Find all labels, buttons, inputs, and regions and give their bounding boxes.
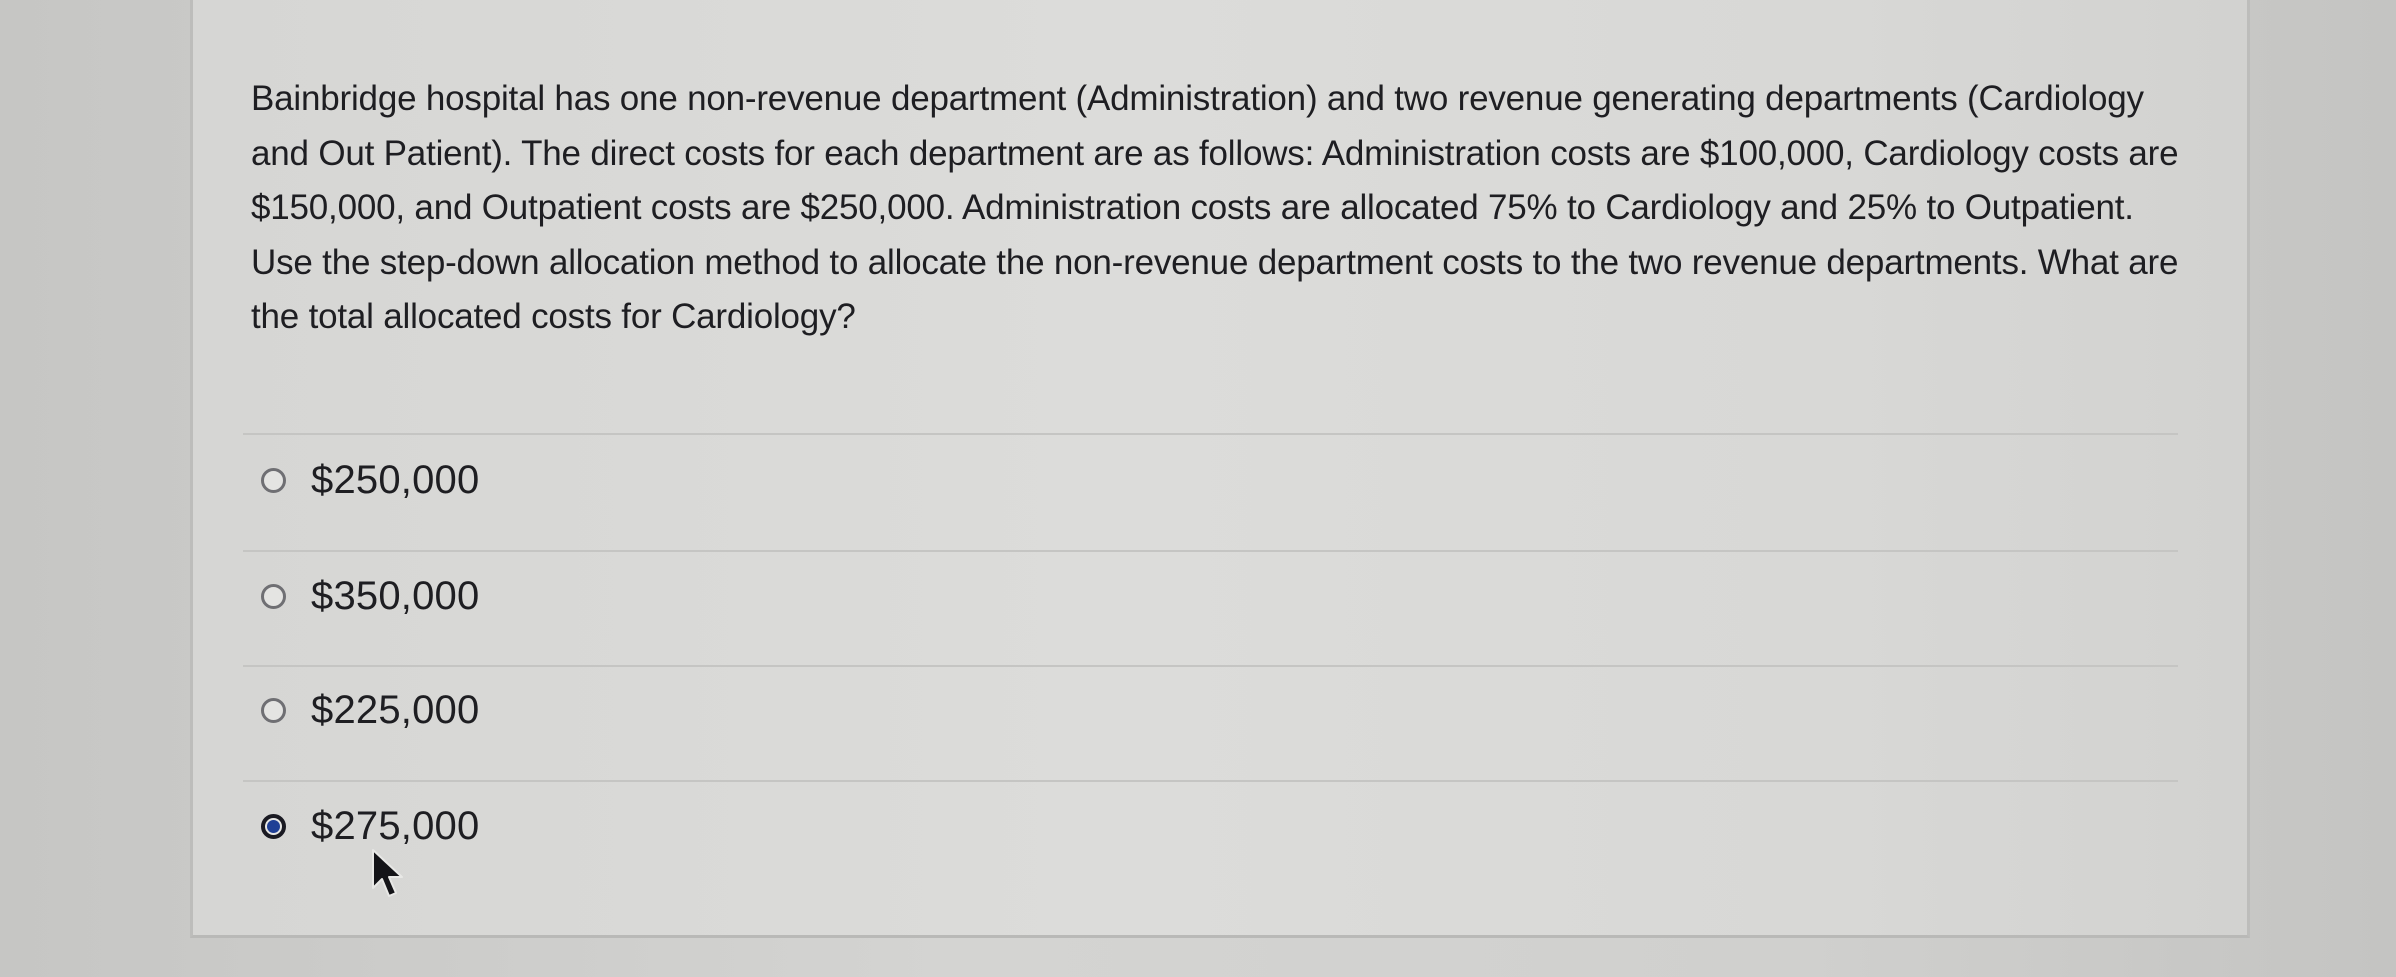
answer-option-label: $250,000 [311,457,480,502]
radio-button-unselected[interactable] [261,698,286,723]
divider-line [243,780,2178,782]
answer-option-label: $275,000 [311,803,480,848]
radio-button-unselected[interactable] [261,584,286,609]
answer-option-label: $350,000 [311,573,480,618]
question-panel [190,0,2250,938]
question-text: Bainbridge hospital has one non-revenue department (Administration) and two revenue generating departments (Cardiology and Out Patient). The direct costs for each department are as follows: Administration costs are $100,000, Cardiology costs are $150,000, and Outpatient costs are $250,000. Administration costs are allocated 75% to Cardiology and 25% to Outpatient. Use the step-down allocation method to allocate the non-revenue department costs to the two revenue departments. What are the total allocated costs for Cardiology? [251,79,2179,336]
divider-line [243,433,2178,435]
radio-button-unselected[interactable] [261,468,286,493]
radio-selected-dot [267,820,280,833]
answer-option-2[interactable] [261,566,479,626]
radio-button-selected[interactable] [261,814,286,839]
answer-option-4[interactable] [261,796,479,856]
answer-option-3[interactable] [261,680,479,740]
answer-option-1[interactable] [261,450,479,510]
answer-option-label: $225,000 [311,687,480,732]
mouse-pointer-arrow-icon [370,848,410,900]
divider-line [243,550,2178,552]
divider-line [243,665,2178,667]
